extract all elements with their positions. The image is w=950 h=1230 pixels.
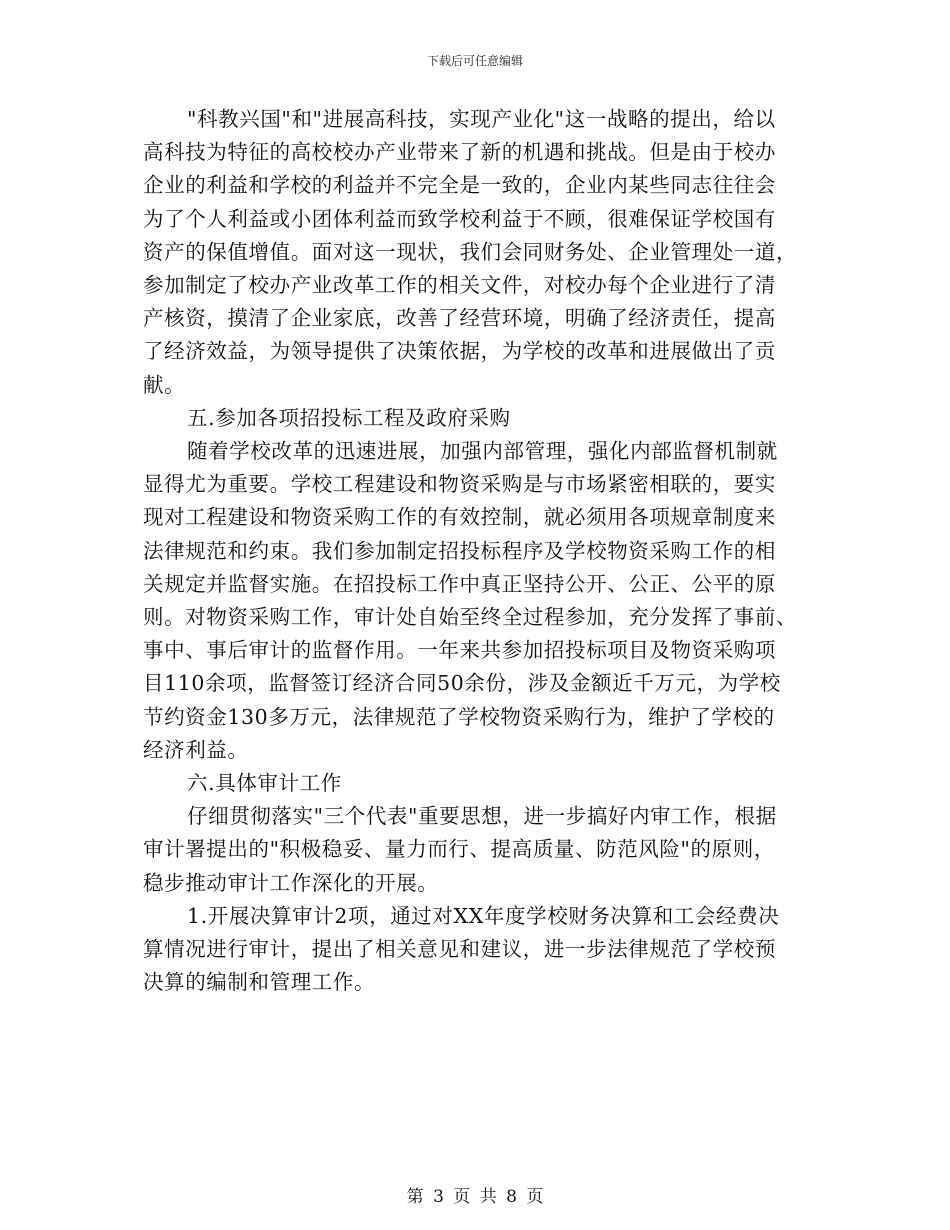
paragraph-line: 经济利益。 <box>143 737 249 762</box>
paragraph-line: 为了个人利益或小团体利益而致学校利益于不顾，很难保证学校国有 <box>143 206 776 231</box>
paragraph-line: "科教兴国"和"进展高科技，实现产业化"这一战略的提出，给以 <box>187 107 776 131</box>
paragraph-line: 高科技为特征的高校校办产业带来了新的机遇和挑战。但是由于校办 <box>143 140 776 165</box>
paragraph-line: 献。 <box>143 372 186 397</box>
paragraph-line: 参加制定了校办产业改革工作的相关文件，对校办每个企业进行了清 <box>143 273 776 298</box>
document-body <box>143 103 803 999</box>
paragraph-line: 事中、事后审计的监督作用。一年来共参加招投标项目及物资采购项 <box>143 638 776 663</box>
page-number-footer: 第 3 页 共 8 页 <box>406 1187 544 1207</box>
paragraph-line: 资产的保值增值。面对这一现状，我们会同财务处、企业管理处一道， <box>143 239 798 264</box>
paragraph-line: 企业的利益和学校的利益并不完全是一致的，企业内某些同志往往会 <box>143 173 776 198</box>
paragraph-line: 显得尤为重要。学校工程建设和物资采购是与市场紧密相联的，要实 <box>143 472 776 497</box>
page-header-note: 下载后可任意编辑 <box>426 54 523 68</box>
paragraph-line: 决算的编制和管理工作。 <box>143 970 376 995</box>
paragraph-line: 1.开展决算审计2项，通过对XX年度学校财务决算和工会经费决 <box>187 903 780 928</box>
section-heading: 五.参加各项招投标工程及政府采购 <box>187 405 511 430</box>
paragraph-line: 仔细贯彻落实"三个代表"重要思想，进一步搞好内审工作，根据 <box>187 804 777 829</box>
paragraph-line: 稳步推动审计工作深化的开展。 <box>143 870 439 895</box>
paragraph-line: 现对工程建设和物资采购工作的有效控制，就必须用各项规章制度来 <box>143 505 776 530</box>
paragraph-line: 随着学校改革的迅速进展，加强内部管理，强化内部监督机制就 <box>187 439 778 464</box>
paragraph-line: 审计署提出的"积极稳妥、量力而行、提高质量、防范风险"的原则， <box>143 837 775 862</box>
paragraph-line: 了经济效益，为领导提供了决策依据，为学校的改革和进展做出了贡 <box>143 339 776 364</box>
paragraph-line: 节约资金130多万元，法律规范了学校物资采购行为，维护了学校的 <box>143 704 775 729</box>
paragraph-line: 关规定并监督实施。在招投标工作中真正坚持公开、公正、公平的原 <box>143 571 776 596</box>
paragraph-line: 产核资，摸清了企业家底，改善了经营环境，明确了经济责任，提高 <box>143 306 776 331</box>
paragraph-line: 则。对物资采购工作，审计处自始至终全过程参加，充分发挥了事前、 <box>143 605 798 630</box>
paragraph-line: 目110余项，监督签订经济合同50余份，涉及金额近千万元，为学校 <box>143 671 781 696</box>
section-heading: 六.具体审计工作 <box>187 771 342 796</box>
paragraph-line: 法律规范和约束。我们参加制定招投标程序及学校物资采购工作的相 <box>143 538 776 563</box>
paragraph-line: 算情况进行审计，提出了相关意见和建议，进一步法律规范了学校预 <box>143 937 776 962</box>
